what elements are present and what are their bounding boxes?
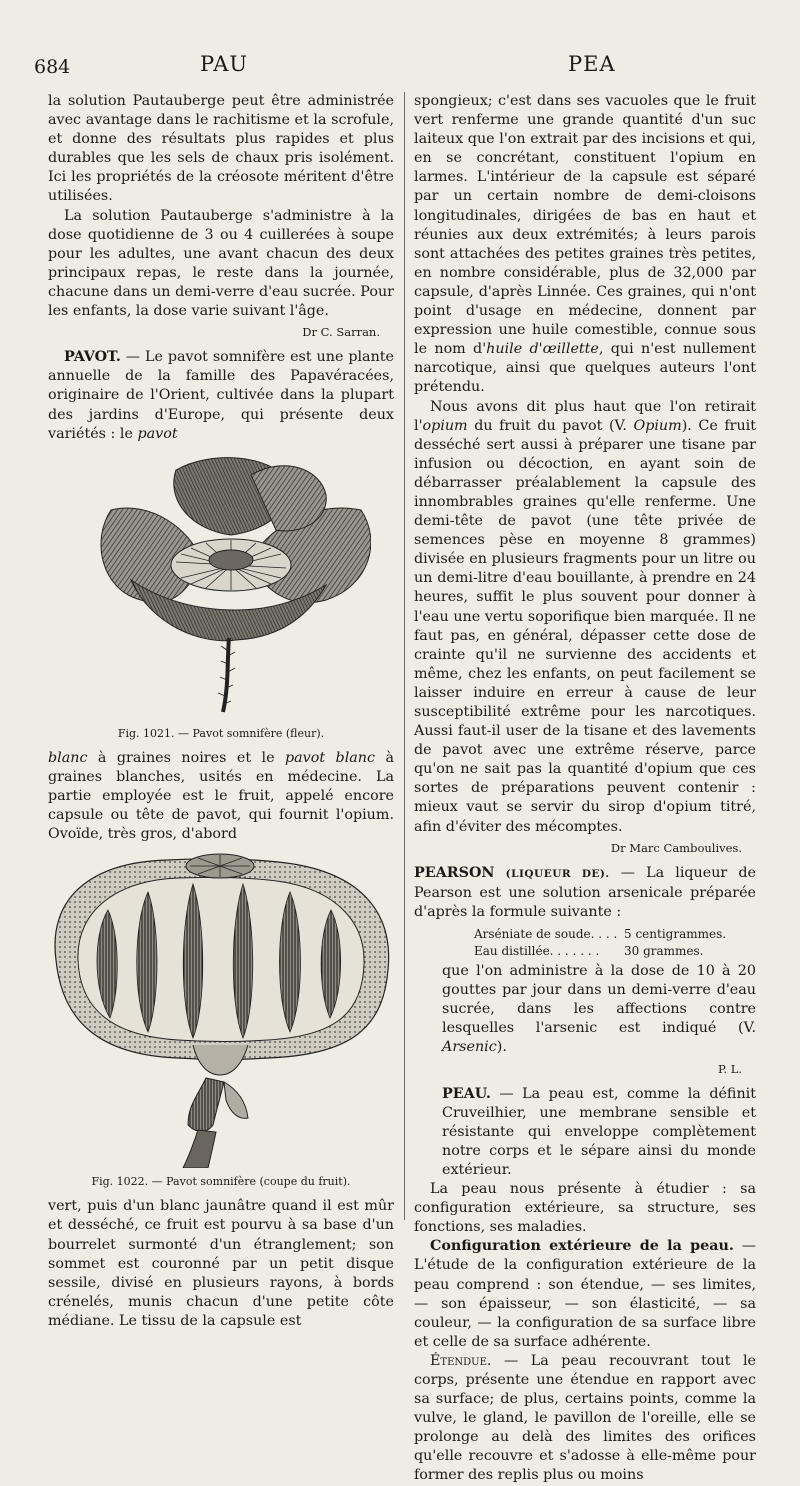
text-run: spongieux; c'est dans ses vacuoles que le fruit vert renferme une grande quantité d'un suc laiteux que l'on extrait par des incisions et qui, en se concrétant, constituent l'opium en larmes. L'intérieur de la capsule est séparé par un certain nombre de demi-cloisons longitudinales, dirigées de bas en haut et réunies aux deux extrémités; à leurs parois sont attachées des petites graines très petites, en nombre considérable, plus de 32,000 par capsule, d'après Linnée. Ces graines, qui n'ont point d'usage en médecine, donnent par expression une huile comestible, connue sous le nom d' xyxy=(414,93,756,358)
entry-text: — La peau est, comme la définit Cruveilhier, une membrane sensible et résistante qui enveloppe complètement notre corps et le sépare ainsi du monde extérieur. xyxy=(442,1085,756,1178)
formula-row xyxy=(474,926,756,943)
paragraph xyxy=(442,962,756,1057)
paragraph xyxy=(48,749,394,844)
entry-heading: PEARSON xyxy=(414,864,495,881)
text-run: à graines noires et le xyxy=(87,749,285,766)
section-heading: Configuration extérieure de la peau. xyxy=(430,1238,734,1255)
paragraph xyxy=(414,1237,756,1352)
italic-term: pavot blanc xyxy=(285,749,376,766)
paragraph xyxy=(414,1352,756,1486)
paragraph xyxy=(414,92,756,398)
italic-term: huile d'œillette xyxy=(486,341,599,358)
formula-quantity: 5 centigrammes. xyxy=(624,927,727,942)
poppy-fruit-section-illustration xyxy=(48,850,394,1168)
italic-term: opium xyxy=(422,417,468,434)
italic-term: pavot xyxy=(137,425,178,442)
entry-pearson xyxy=(414,864,756,922)
text-run: , qui n'est nullement narcotique, ainsi que quelques auteurs l'ont prétendu. xyxy=(414,341,756,396)
paragraph: La solution Pautauberge s'administre à la dose quotidienne de 3 ou 4 cuillerées à soupe pour les adultes, une avant chacun des deux principaux repas, le reste dans la journée, chacune dans un demi-verre d'eau sucrée. Pour les enfants, la dose varie suivant l'âge. xyxy=(48,207,394,320)
italic-term: blanc xyxy=(48,749,88,766)
italic-term: Opium xyxy=(633,417,682,434)
formula-ingredient: Arséniate de soude. . . . xyxy=(474,927,618,942)
text-run: — La peau recouvrant tout le corps, présente une étendue en rapport avec sa surface; de plus, certains points, comme la vulve, le gland, le pavillon de l'oreille, elle se prolonge au delà des limites des orifices qu'elle recouvre et s'adosse à elle-même pour former des replis plus ou moins xyxy=(414,1352,756,1484)
formula-quantity: 30 grammes. xyxy=(624,944,704,959)
text-run: ). Ce fruit desséché sert aussi à préparer une tisane par infusion ou décoction, en ayant soin de débarrasser préalablement la capsule des innombrables graines qu'elle renferme. Une demi-tête de pavot (une tête privée de semences pèse en moyenne 8 grammes) divisée en plusieurs fragments pour un litre ou un demi-litre d'eau bouillante, à prendre en 24 heures, suffit le plus souvent pour donner à l'eau une vertu soporifique bien marquée. Il ne faut pas, en général, dépasser cette dose de crainte qu'il ne survienne des accidents et même, chez les enfants, on peut facilement se laisser induire en erreur à cause de leur susceptibilité extrême pour les narcotiques. Aussi faut-il user de la tisane et des lavements de pavot avec une extrême réserve, parce qu'on ne sait pas la quantité d'opium que ces sortes de préparations peuvent contenir : mieux vaut se servir du sirop d'opium titré, afin d'éviter des mécomptes. xyxy=(414,417,756,835)
italic-term: Arsenic xyxy=(442,1039,497,1056)
paragraph: la solution Pautauberge peut être administrée avec avantage dans le rachitisme et la scrofule, et donne des résultats plus rapides et plus durables que les sels de chaux pris isolément. Ici les propriétés de la créosote méritent d'être utilisées. xyxy=(48,93,394,205)
entry-peau xyxy=(442,1085,756,1180)
text-run: Nous avons dit plus haut que l'on retirait l' xyxy=(414,398,756,434)
text-run: que l'on administre à la dose de 10 à 20 gouttes par jour dans un demi-verre d'eau sucrée, dans les affections contre lesquelles l'arsenic est indiqué (V. xyxy=(442,963,756,1037)
figure-fruit-section xyxy=(48,850,394,1168)
paragraph: vert, puis d'un blanc jaunâtre quand il est mûr et desséché, ce fruit est pourvu à sa base d'un bourrelet surmonté d'un étranglement; son sommet est couronné par un petit disque sessile, divisé en plusieurs rayons, à bords crénelés, munis chacun d'une petite côte médiane. Le tissu de la capsule est xyxy=(48,1198,394,1329)
paragraph xyxy=(414,398,756,837)
text-run: à graines blanches, usités en médecine. La partie employée est le fruit, appelé encore capsule ou tête de pavot, qui fournit l'opium. Ovoïde, très gros, d'abord xyxy=(48,749,394,843)
text-run: du fruit du pavot (V. xyxy=(467,417,634,434)
figure-flower xyxy=(48,450,394,720)
author-signature: P. L. xyxy=(717,1061,742,1076)
figure-caption: Fig. 1021. — Pavot somnifère (fleur). xyxy=(117,726,325,740)
entry-heading: PEAU. xyxy=(442,1085,491,1102)
paragraph: La peau nous présente à étudier : sa configuration extérieure, sa structure, ses fonctions, ses maladies. xyxy=(414,1181,756,1236)
section-heading: Étendue. xyxy=(430,1352,492,1369)
entry-subheading: (LIQUEUR DE). xyxy=(505,867,610,880)
author-signature: Dr C. Sarran. xyxy=(302,325,380,340)
running-head-left: PAU xyxy=(200,52,249,76)
text-run: — L'étude de la configuration extérieure de la peau comprend : son étendue, — ses limites, — son épaisseur, — son élasticité, — sa couleur, — la configuration de sa surface libre et celle de sa surface adhérente. xyxy=(414,1238,757,1350)
figure-caption: Fig. 1022. — Pavot somnifère (coupe du fruit). xyxy=(91,1175,351,1189)
formula xyxy=(474,926,756,960)
page-number: 684 xyxy=(34,56,71,78)
entry-text: — La liqueur de Pearson est une solution arsenicale préparée d'après la formule suivante : xyxy=(414,864,757,920)
running-head-right: PEA xyxy=(568,52,616,76)
column-divider xyxy=(404,92,405,1220)
formula-row xyxy=(474,943,756,960)
right-column xyxy=(414,92,756,1486)
entry-heading: PAVOT. xyxy=(64,349,121,366)
text-run: ). xyxy=(496,1039,507,1056)
author-signature: Dr Marc Camboulives. xyxy=(610,840,742,855)
left-column xyxy=(48,92,394,1331)
entry-pavot xyxy=(48,348,394,443)
poppy-flower-illustration xyxy=(71,450,371,720)
entry-text: — Le pavot somnifère est une plante annuelle de la famille des Papavéracées, originaire de l'Orient, cultivée dans la plupart des jardins d'Europe, qui présente deux variétés : le xyxy=(48,349,394,442)
formula-ingredient: Eau distillée. . . . . . . xyxy=(474,944,600,959)
